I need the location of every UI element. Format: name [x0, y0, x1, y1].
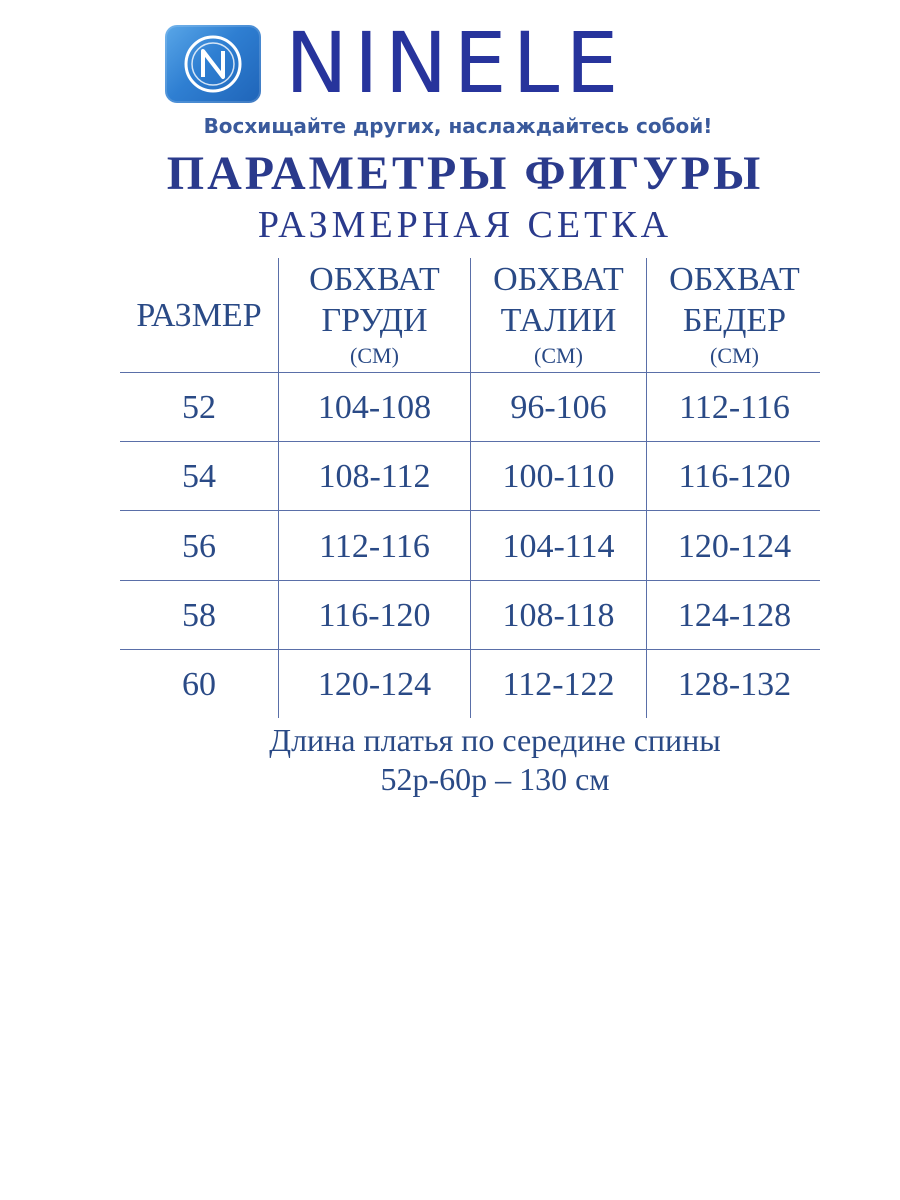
- table-cell-chest: 108-112: [318, 458, 431, 495]
- table-divider-horizontal: [120, 372, 820, 373]
- table-cell-waist: 112-122: [502, 666, 615, 703]
- table-cell-waist: 96-106: [510, 389, 607, 426]
- table-cell-waist: 100-110: [502, 458, 615, 495]
- header-chest-unit: (СМ): [350, 343, 399, 368]
- table-divider-horizontal: [120, 649, 820, 650]
- header-waist-line1: ОБХВАТ: [493, 261, 624, 298]
- header-chest-line1: ОБХВАТ: [309, 261, 440, 298]
- table-cell-size: 54: [182, 458, 216, 495]
- table-cell-chest: 112-116: [319, 528, 430, 565]
- table-cell-hips: 116-120: [678, 458, 791, 495]
- table-cell-waist: 108-118: [502, 597, 615, 634]
- table-divider-horizontal: [120, 510, 820, 511]
- header-hips-unit: (СМ): [710, 343, 759, 368]
- brand-header: [0, 0, 900, 150]
- table-cell-chest: 120-124: [317, 666, 432, 703]
- dress-length-value: 52р-60р – 130 см: [380, 761, 610, 797]
- table-cell-hips: 124-128: [677, 597, 792, 634]
- table-cell-size: 60: [182, 666, 216, 703]
- table-cell-hips: 128-132: [677, 666, 792, 703]
- header-waist-unit: (СМ): [534, 343, 583, 368]
- table-cell-chest: 104-108: [317, 389, 432, 426]
- table-divider-horizontal: [120, 441, 820, 442]
- table-cell-size: 52: [182, 389, 216, 426]
- table-cell-hips: 112-116: [679, 389, 790, 426]
- table-cell-chest: 116-120: [318, 597, 431, 634]
- brand-tagline: Восхищайте других, наслаждайтесь собой!: [203, 114, 713, 138]
- page-title: ПАРАМЕТРЫ ФИГУРЫ: [166, 147, 764, 200]
- table-cell-size: 58: [182, 597, 216, 634]
- header-hips-line1: ОБХВАТ: [669, 261, 800, 298]
- header-waist-line2: ТАЛИИ: [500, 302, 617, 339]
- header-size: РАЗМЕР: [136, 297, 262, 334]
- table-divider-horizontal: [120, 580, 820, 581]
- table-cell-hips: 120-124: [677, 528, 792, 565]
- table-cell-waist: 104-114: [502, 528, 615, 565]
- page-subtitle: РАЗМЕРНАЯ СЕТКА: [257, 204, 673, 246]
- header-hips-line2: БЕДЕР: [682, 302, 787, 339]
- brand-name: NINELE: [285, 14, 625, 112]
- ninele-n-emblem-icon: [165, 25, 261, 103]
- header-chest-line2: ГРУДИ: [321, 302, 428, 339]
- table-cell-size: 56: [182, 528, 216, 565]
- dress-length-note: Длина платья по середине спины: [269, 722, 721, 758]
